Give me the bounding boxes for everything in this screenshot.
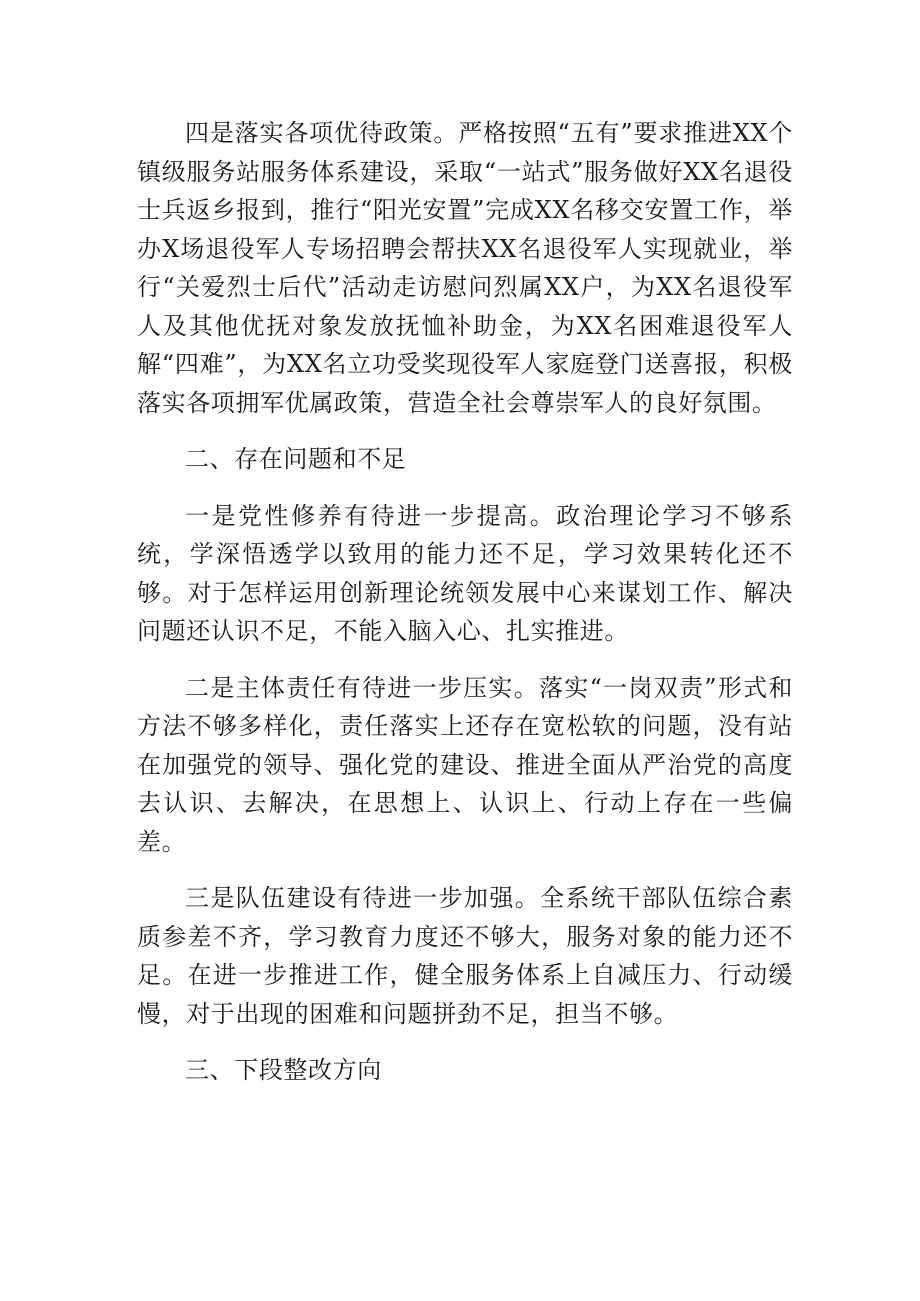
- paragraph-party-cultivation: 一是党性修养有待进一步提高。政治理论学习不够系统，学深悟透学以致用的能力还不足，学习效果转化还不够。对于怎样运用创新理论统领发展中心来谋划工作、解决问题还认识不足，不能入脑入心、扎实推进。: [137, 501, 793, 645]
- paragraph-main-responsibility: 二是主体责任有待进一步压实。落实“一岗双责”形式和方法不够多样化，责任落实上还存在宽松软的问题，没有站在加强党的领导、强化党的建设、推进全面从严治党的高度去认识、去解决，在思想上、认识上、行动上存在一些偏差。: [137, 673, 793, 856]
- paragraph-preferential-policies: 四是落实各项优待政策。严格按照“五有”要求推进XX个镇级服务站服务体系建设，采取“一站式”服务做好XX名退役士兵返乡报到，推行“阳光安置”完成XX名移交安置工作，举办X场退役军人专场招聘会帮扶XX名退役军人实现就业，举行“关爱烈士后代”活动走访慰问烈属XX户，为XX名退役军人及其他优抚对象发放抚恤补助金，为XX名困难退役军人解“四难”，为XX名立功受奖现役军人家庭登门送喜报，积极落实各项拥军优属政策，营造全社会尊崇军人的良好氛围。: [137, 119, 793, 417]
- section-heading-problems: 二、存在问题和不足: [185, 445, 407, 473]
- section-heading-rectification: 三、下段整改方向: [185, 1056, 382, 1084]
- document-body: [137, 114, 793, 1108]
- paragraph-team-building: 三是队伍建设有待进一步加强。全系统干部队伍综合素质参差不齐，学习教育力度还不够大，服务对象的能力还不足。在进一步推进工作，健全服务体系上自减压力、行动缓慢，对于出现的困难和问题拼劲不足，担当不够。: [137, 884, 793, 1028]
